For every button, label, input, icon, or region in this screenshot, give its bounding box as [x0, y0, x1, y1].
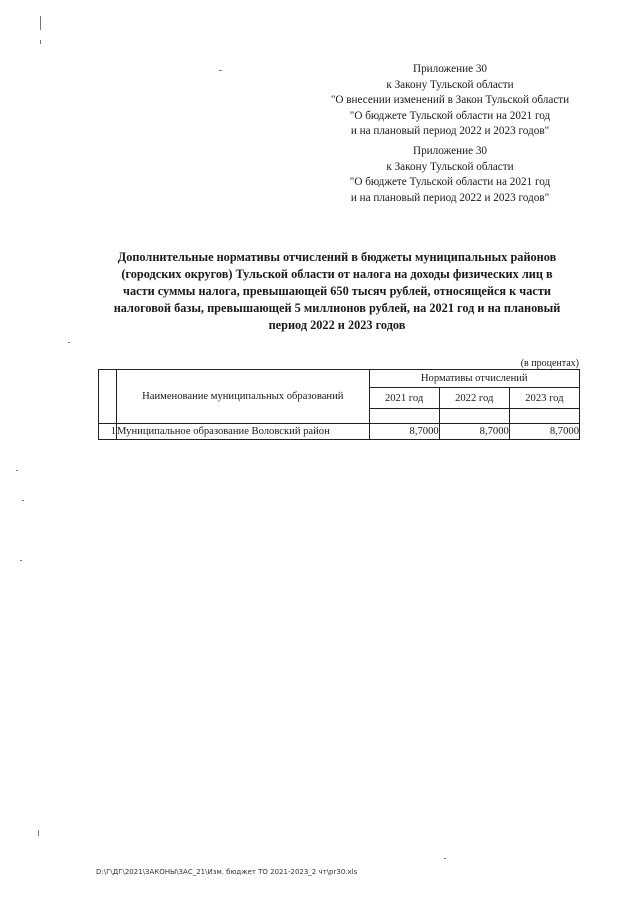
scan-mark [40, 40, 41, 44]
document-title [92, 249, 582, 334]
title-line: части суммы налога, превышающей 650 тысяч рублей, относящейся к части [123, 284, 551, 298]
table-row [99, 424, 580, 440]
appendix-header-original [300, 144, 600, 206]
header-line: "О бюджете Тульской области на 2021 год [349, 176, 551, 188]
row-number: 1 [99, 424, 117, 440]
header-line: и на плановый период 2022 и 2023 годов" [350, 191, 550, 204]
scan-mark [20, 560, 22, 561]
spacer-cell [369, 409, 439, 424]
municipality-name: Муниципальное образование Воловский район [117, 424, 370, 440]
footer-file-path: D:\Г\ДГ\2021\ЗАКОНЫ\ЗАС_21\Изм. бюджет ТО 2021-2023_2 чт\pr30.xls [96, 868, 358, 876]
header-line: и на плановый период 2022 и 2023 годов" [350, 125, 550, 137]
title-line: Дополнительные нормативы отчислений в бюджеты муниципальных районов [117, 250, 557, 264]
value-2023: 8,7000 [509, 424, 579, 440]
header-line: Приложение 30 [412, 145, 488, 157]
municipality-name-header: Наименование муниципальных образований [117, 370, 370, 424]
scan-mark [16, 470, 18, 471]
header-line: "О внесении изменений в Закон Тульской области [330, 94, 570, 106]
scan-mark [40, 16, 41, 30]
header-line: к Закону Тульской области [386, 78, 514, 91]
spacer-cell [439, 409, 509, 424]
scan-mark [68, 342, 70, 343]
units-note: (в процентах) [520, 358, 579, 369]
scan-mark [219, 70, 222, 71]
spacer-cell [509, 409, 579, 424]
appendix-header-amendment [300, 62, 600, 140]
scan-mark [38, 830, 39, 836]
scan-mark [444, 858, 446, 859]
value-2022: 8,7000 [439, 424, 509, 440]
year-header-2021: 2021 год [369, 388, 439, 409]
year-header-2023: 2023 год [509, 388, 579, 409]
year-header-2022: 2022 год [439, 388, 509, 409]
title-line: (городских округов) Тульской области от налога на доходы физических лиц в [121, 267, 553, 281]
header-line: Приложение 30 [412, 63, 488, 75]
row-number-header [99, 370, 117, 424]
scan-mark [22, 500, 24, 501]
header-line: к Закону Тульской области [386, 160, 514, 173]
norms-table [98, 369, 580, 440]
table-header-row [99, 370, 580, 388]
title-line: налоговой базы, превышающей 5 миллионов рублей, на 2021 год и на плановый [113, 301, 561, 315]
norms-header: Нормативы отчислений [369, 370, 579, 388]
title-line: период 2022 и 2023 годов [268, 318, 406, 332]
header-line: "О бюджете Тульской области на 2021 год [349, 109, 551, 122]
value-2021: 8,7000 [369, 424, 439, 440]
